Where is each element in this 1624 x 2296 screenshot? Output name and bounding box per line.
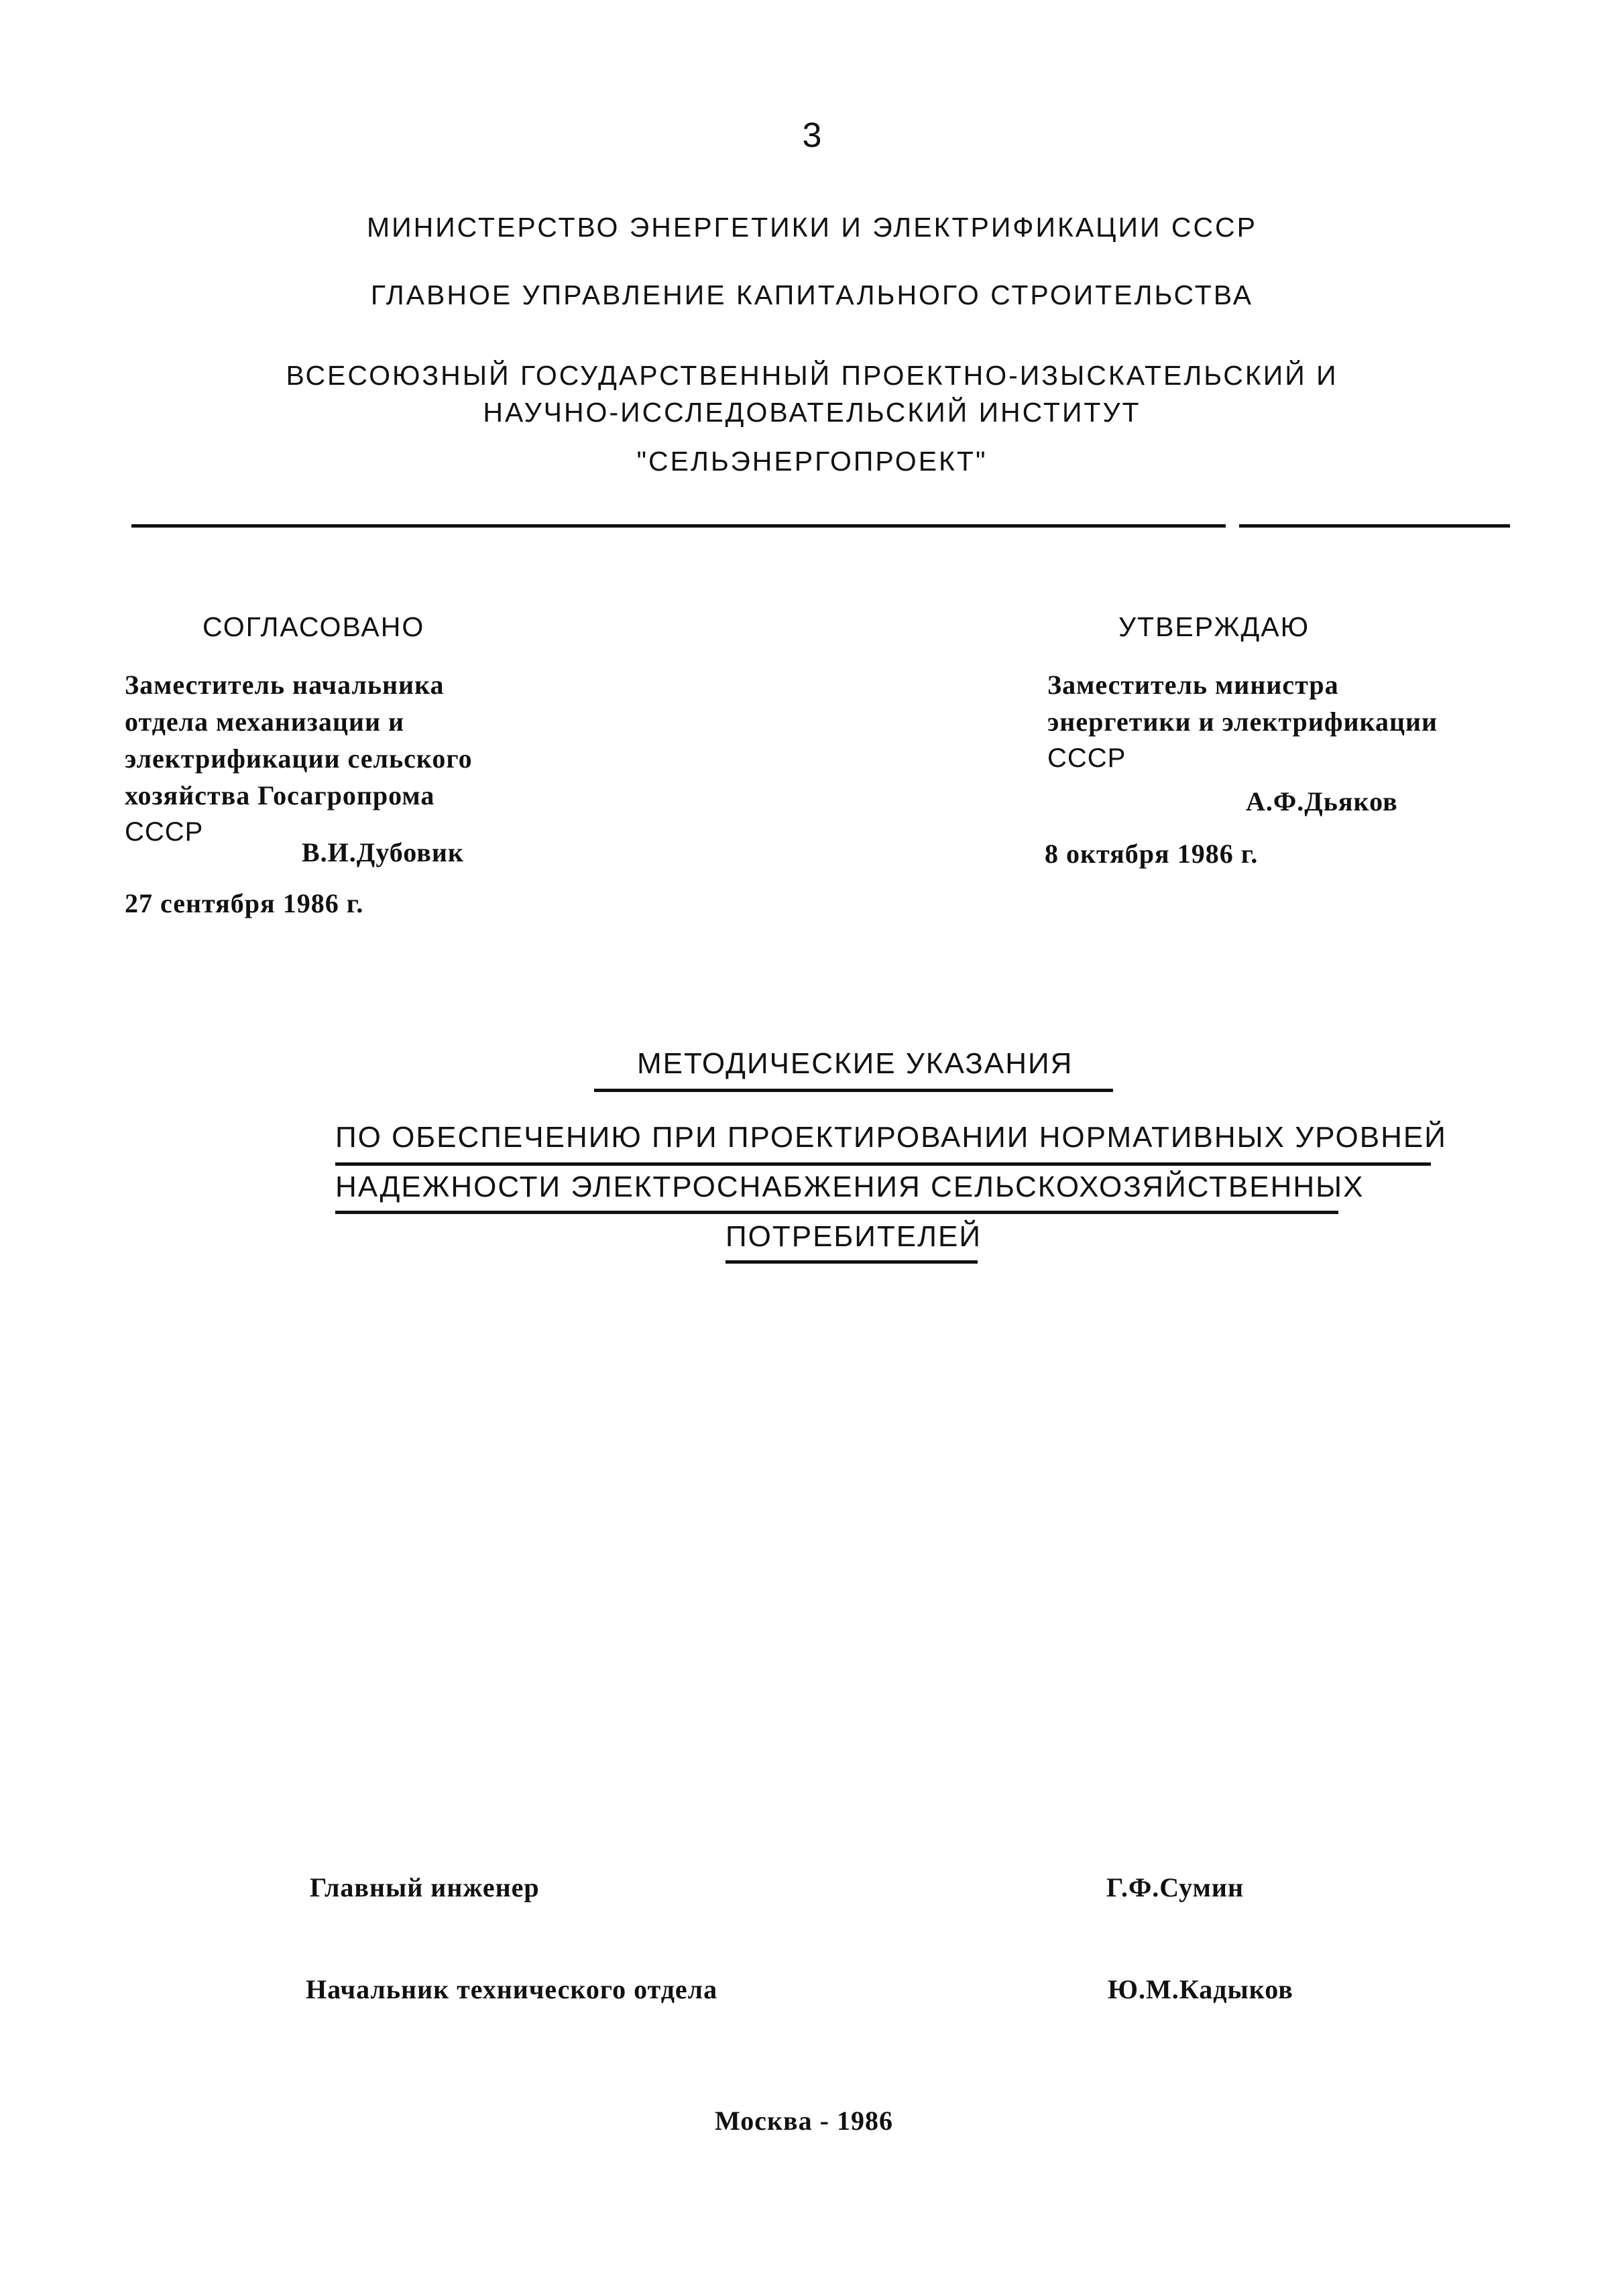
agreed-position-line: отдела механизации и — [125, 707, 405, 737]
approved-date: 8 октября 1986 г. — [1045, 839, 1259, 869]
header-divider-left — [131, 524, 1226, 528]
agreed-heading: СОГЛАСОВАНО — [202, 611, 425, 642]
agreed-signatory: В.И.Дубовик — [302, 837, 464, 867]
title-underline-1 — [594, 1089, 1113, 1092]
approved-position-line: Заместитель министра — [1047, 670, 1339, 700]
directorate-header: ГЛАВНОЕ УПРАВЛЕНИЕ КАПИТАЛЬНОГО СТРОИТЕЛЬСТВА — [370, 280, 1254, 310]
agreed-position-line: Заместитель начальника — [125, 670, 445, 700]
title-line-2: ПО ОБЕСПЕЧЕНИЮ ПРИ ПРОЕКТИРОВАНИИ НОРМАТИВНЫХ УРОВНЕЙ — [335, 1121, 1447, 1154]
header-divider-right — [1239, 524, 1510, 528]
approved-position-line: СССР — [1047, 743, 1126, 773]
institute-line-2: НАУЧНО-ИССЛЕДОВАТЕЛЬСКИЙ ИНСТИТУТ — [483, 397, 1141, 428]
title-line-3: НАДЕЖНОСТИ ЭЛЕКТРОСНАБЖЕНИЯ СЕЛЬСКОХОЗЯЙСТВЕННЫХ — [335, 1170, 1365, 1203]
title-underline-3 — [335, 1211, 1338, 1214]
place-and-year: Москва - 1986 — [715, 2106, 893, 2136]
agreed-date: 27 сентября 1986 г. — [125, 888, 364, 918]
agreed-position-line: хозяйства Госагропрома — [125, 780, 435, 810]
title-underline-4 — [726, 1260, 978, 1264]
agreed-position-line: СССР — [125, 817, 204, 847]
approved-heading: УТВЕРЖДАЮ — [1118, 611, 1310, 642]
page-number: 3 — [802, 116, 822, 155]
ministry-header: МИНИСТЕРСТВО ЭНЕРГЕТИКИ И ЭЛЕКТРИФИКАЦИИ СССР — [366, 212, 1258, 243]
signature-name: Г.Ф.Сумин — [1106, 1872, 1244, 1902]
approved-signatory: А.Ф.Дьяков — [1246, 786, 1398, 817]
signature-name: Ю.М.Кадыков — [1108, 1974, 1293, 2004]
agreed-position-line: электрификации сельского — [125, 743, 473, 774]
approved-position-line: энергетики и электрификации — [1047, 707, 1438, 737]
title-line-1: МЕТОДИЧЕСКИЕ УКАЗАНИЯ — [637, 1047, 1074, 1080]
institute-name: "СЕЛЬЭНЕРГОПРОЕКТ" — [636, 446, 988, 477]
title-line-4: ПОТРЕБИТЕЛЕЙ — [726, 1220, 982, 1253]
signature-role: Главный инженер — [310, 1872, 540, 1902]
approved-position — [1047, 666, 1438, 777]
institute-line-1: ВСЕСОЮЗНЫЙ ГОСУДАРСТВЕННЫЙ ПРОЕКТНО-ИЗЫСКАТЕЛЬСКИЙ И — [286, 360, 1338, 391]
title-underline-2 — [335, 1162, 1431, 1166]
agreed-position — [125, 666, 473, 851]
signature-role: Начальник технического отдела — [306, 1974, 718, 2004]
